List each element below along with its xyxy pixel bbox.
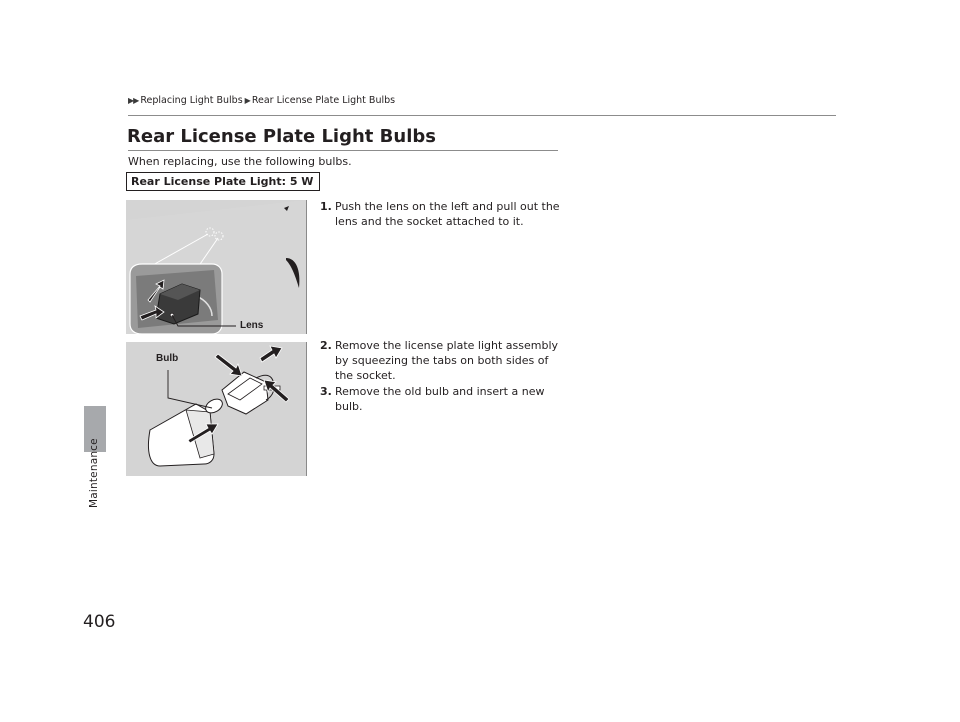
bulb-label: Bulb (156, 353, 179, 364)
squeeze-arrow-icon (260, 346, 282, 362)
header-divider (128, 115, 836, 116)
step-number: 1. (320, 200, 332, 213)
step-number: 2. (320, 339, 332, 352)
step-item (320, 199, 565, 229)
side-tab-label: Maintenance (88, 438, 100, 508)
step-text: Push the lens on the left and pull out the lens and the socket attached to it. (335, 200, 560, 228)
title-divider (128, 150, 558, 151)
breadcrumb (128, 95, 395, 106)
step-text: Remove the license plate light assembly by squeezing the tabs on both sides of the socket. (335, 339, 559, 382)
breadcrumb-arrow-icon: ▶ (133, 96, 140, 105)
breadcrumb-arrow-icon: ▶ (244, 96, 251, 105)
step-number: 3. (320, 385, 332, 398)
lens-label: Lens (240, 320, 264, 331)
bulb-removal-illustration (126, 342, 306, 476)
breadcrumb-item-replacing-light-bulbs[interactable]: Replacing Light Bulbs (140, 95, 243, 106)
page-title: Rear License Plate Light Bulbs (127, 126, 436, 147)
figure-bulb-removal (126, 342, 307, 476)
step-text: Remove the old bulb and insert a new bulb. (335, 385, 545, 413)
bulb-spec-box: Rear License Plate Light: 5 W (126, 172, 320, 191)
step-item (320, 384, 565, 414)
page-number: 406 (83, 612, 116, 632)
squeeze-arrow-icon (215, 354, 242, 376)
step-item (320, 338, 565, 383)
breadcrumb-arrow-icon: ▶ (128, 96, 135, 105)
figure-lens-removal (126, 200, 307, 334)
intro-text: When replacing, use the following bulbs. (128, 155, 352, 168)
breadcrumb-item-rear-license-plate[interactable]: Rear License Plate Light Bulbs (251, 95, 396, 106)
lens-removal-illustration (126, 200, 306, 334)
bulb-leader-line (168, 370, 212, 408)
